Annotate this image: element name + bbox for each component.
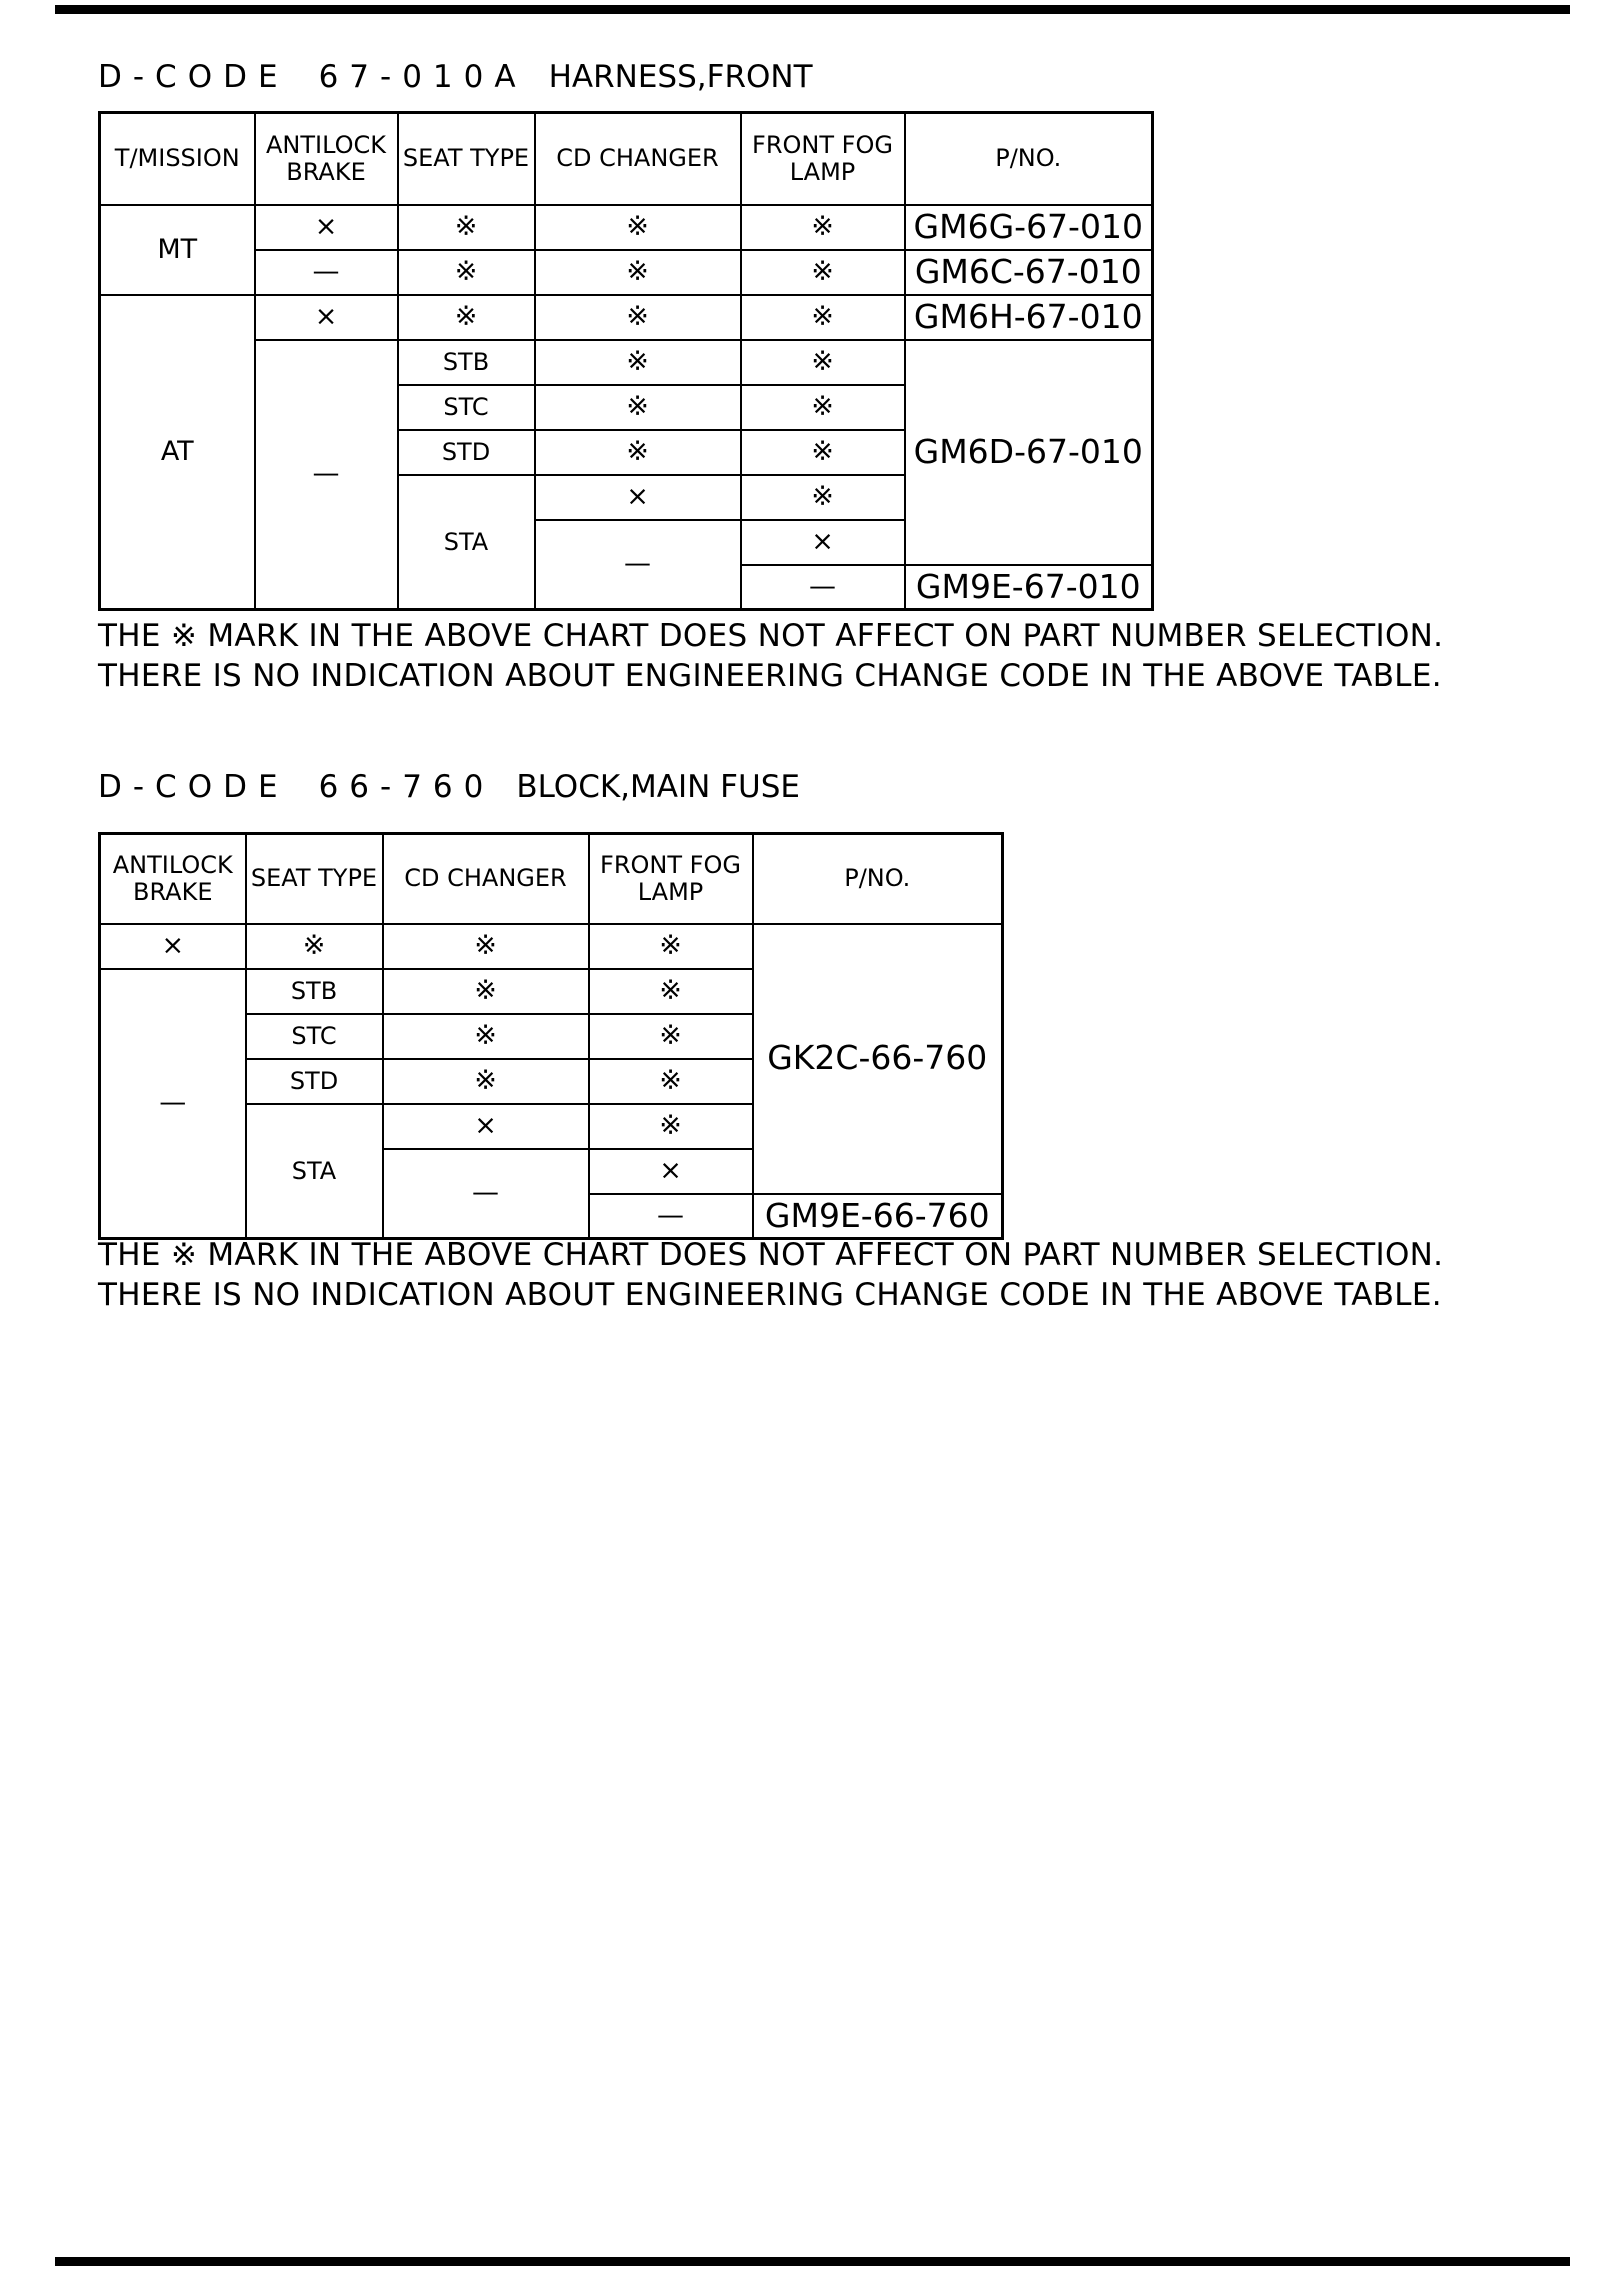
cell-p-no: GM9E-67-010 [905,565,1153,610]
cell-front-fog-lamp: ※ [741,430,905,475]
header-seat-type: SEAT TYPE [398,113,535,205]
cell-p-no: GM6G-67-010 [905,205,1153,250]
cell-front-fog-lamp: ※ [741,475,905,520]
cell-front-fog-lamp: ※ [589,969,753,1014]
cell-front-fog-lamp: × [741,520,905,565]
cell-cd-changer: × [535,475,741,520]
cell-front-fog-lamp: — [589,1194,753,1239]
table-row [100,295,1153,340]
header-antilock-brake: ANTILOCK BRAKE [100,834,246,924]
header-t-mission: T/MISSION [100,113,255,205]
section2-part-name: BLOCK,MAIN FUSE [516,769,800,805]
cell-seat-type: STD [246,1059,383,1104]
cell-t-mission: AT [100,295,255,610]
header-cd-changer: CD CHANGER [383,834,589,924]
header-seat-type: SEAT TYPE [246,834,383,924]
cell-front-fog-lamp: ※ [741,340,905,385]
cell-antilock-brake: — [100,969,246,1239]
bottom-rule [55,2257,1570,2266]
cell-antilock-brake: — [255,250,398,295]
cell-front-fog-lamp: ※ [741,385,905,430]
cell-seat-type: STB [398,340,535,385]
cell-cd-changer: ※ [383,924,589,969]
cell-seat-type: ※ [398,295,535,340]
cell-seat-type: STA [246,1104,383,1239]
section1-note-2: THERE IS NO INDICATION ABOUT ENGINEERING CHANGE CODE IN THE ABOVE TABLE. [98,658,1442,694]
cell-seat-type: ※ [398,250,535,295]
section1-code-number: 67-010A [318,59,527,95]
section2-note-2: THERE IS NO INDICATION ABOUT ENGINEERING CHANGE CODE IN THE ABOVE TABLE. [98,1277,1442,1313]
cell-p-no: GM6D-67-010 [905,340,1153,565]
header-antilock-brake: ANTILOCK BRAKE [255,113,398,205]
top-rule [55,5,1570,14]
table-row [100,205,1153,250]
table-row [100,250,1153,295]
section2-notes [98,1235,1443,1315]
section2-code-number: 66-760 [318,769,495,805]
cell-front-fog-lamp: ※ [589,1104,753,1149]
cell-seat-type: STC [398,385,535,430]
cell-antilock-brake: × [255,205,398,250]
cell-cd-changer: ※ [383,969,589,1014]
cell-cd-changer: ※ [535,385,741,430]
cell-front-fog-lamp: — [741,565,905,610]
section1-notes [98,616,1443,696]
table-row [100,924,1003,969]
header-p-no: P/NO. [905,113,1153,205]
header-front-fog-lamp: FRONT FOG LAMP [741,113,905,205]
cell-antilock-brake: × [255,295,398,340]
block-main-fuse-table [98,832,1004,1240]
cell-t-mission: MT [100,205,255,295]
cell-seat-type: STD [398,430,535,475]
cell-seat-type: ※ [246,924,383,969]
cell-cd-changer: — [383,1149,589,1239]
table-row [100,340,1153,385]
section2-code-label: D-CODE [98,769,289,805]
cell-cd-changer: × [383,1104,589,1149]
section2-title [98,769,800,805]
cell-seat-type: STA [398,475,535,610]
cell-front-fog-lamp: ※ [741,295,905,340]
section1-part-name: HARNESS,FRONT [548,59,813,95]
cell-cd-changer: ※ [535,340,741,385]
header-front-fog-lamp: FRONT FOG LAMP [589,834,753,924]
cell-cd-changer: ※ [535,205,741,250]
cell-p-no: GK2C-66-760 [753,924,1003,1194]
cell-seat-type: ※ [398,205,535,250]
header-cd-changer: CD CHANGER [535,113,741,205]
cell-front-fog-lamp: ※ [741,205,905,250]
cell-seat-type: STC [246,1014,383,1059]
section1-code-label: D-CODE [98,59,289,95]
cell-antilock-brake: × [100,924,246,969]
cell-front-fog-lamp: ※ [589,1059,753,1104]
harness-front-table [98,111,1154,611]
cell-seat-type: STB [246,969,383,1014]
cell-cd-changer: ※ [383,1014,589,1059]
cell-p-no: GM6H-67-010 [905,295,1153,340]
section1-note-1: THE ※ MARK IN THE ABOVE CHART DOES NOT AFFECT ON PART NUMBER SELECTION. [98,618,1444,654]
cell-front-fog-lamp: ※ [741,250,905,295]
cell-front-fog-lamp: ※ [589,1014,753,1059]
table-header-row [100,834,1003,924]
table-header-row [100,113,1153,205]
cell-p-no: GM9E-66-760 [753,1194,1003,1239]
cell-p-no: GM6C-67-010 [905,250,1153,295]
cell-cd-changer: ※ [535,250,741,295]
section2-note-1: THE ※ MARK IN THE ABOVE CHART DOES NOT AFFECT ON PART NUMBER SELECTION. [98,1237,1444,1273]
section1-title [98,59,813,95]
cell-cd-changer: — [535,520,741,610]
cell-antilock-brake: — [255,340,398,610]
header-p-no: P/NO. [753,834,1003,924]
cell-cd-changer: ※ [535,430,741,475]
cell-cd-changer: ※ [535,295,741,340]
cell-front-fog-lamp: ※ [589,924,753,969]
cell-front-fog-lamp: × [589,1149,753,1194]
cell-cd-changer: ※ [383,1059,589,1104]
